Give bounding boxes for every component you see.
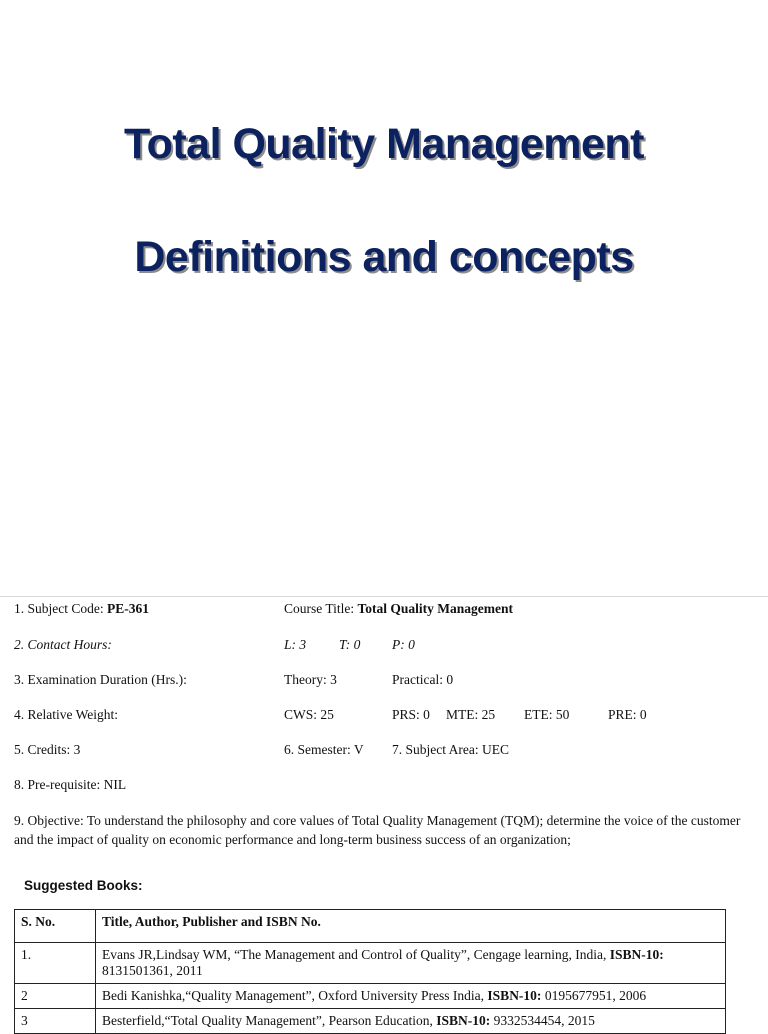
prerequisite: 8. Pre-requisite: NIL	[14, 777, 127, 792]
table-row	[15, 984, 726, 1009]
isbn-value: 9332534454, 2015	[490, 1013, 595, 1028]
subject-code-label: 1. Subject Code:	[14, 601, 107, 616]
isbn-label: ISBN-10:	[609, 947, 664, 962]
subject-area: 7. Subject Area: UEC	[392, 742, 509, 757]
suggested-books-heading: Suggested Books:	[24, 878, 143, 893]
book-entry	[96, 1009, 726, 1034]
course-title-row	[284, 601, 513, 617]
table-row	[15, 1009, 726, 1034]
semester: 6. Semester: V	[284, 742, 364, 757]
isbn-label: ISBN-10:	[487, 988, 542, 1003]
serial-number: 3	[15, 1009, 96, 1034]
page-divider	[0, 596, 768, 597]
course-title: Total Quality Management	[357, 601, 514, 616]
pre-weight: PRE: 0	[608, 707, 647, 722]
prs-weight: PRS: 0	[392, 707, 430, 722]
serial-number: 1.	[15, 943, 96, 984]
tutorial-hours: T: 0	[339, 637, 361, 652]
isbn-value: 0195677951, 2006	[541, 988, 647, 1003]
books-table	[14, 909, 726, 1034]
theory-duration: Theory: 3	[284, 672, 337, 687]
objective-paragraph: 9. Objective: To understand the philosophy and core values of Total Quality Management (TQM); determine the voice of the customer and the impact of quality on economic performance and long-term business success of an organization;	[14, 813, 741, 847]
isbn-value: 8131501361, 2011	[102, 963, 203, 978]
book-text: Evans JR,Lindsay WM, “The Management and Control of Quality”, Cengage learning, India,	[102, 947, 610, 962]
lecture-hours: L: 3	[284, 637, 307, 652]
book-entry	[96, 984, 726, 1009]
ete-weight: ETE: 50	[524, 707, 570, 722]
book-text: Bedi Kanishka,“Quality Management”, Oxford University Press India,	[102, 988, 488, 1003]
serial-number: 2	[15, 984, 96, 1009]
exam-duration-label: 3. Examination Duration (Hrs.):	[14, 672, 187, 687]
cws-weight: CWS: 25	[284, 707, 334, 722]
table-header-row	[15, 910, 726, 943]
credits: 5. Credits: 3	[14, 742, 81, 757]
contact-hours-label: 2. Contact Hours:	[14, 637, 112, 652]
table-row	[15, 943, 726, 984]
practical-duration: Practical: 0	[392, 672, 454, 687]
mte-weight: MTE: 25	[446, 707, 496, 722]
title-line-2: Definitions and concepts	[134, 233, 634, 281]
course-title-label: Course Title:	[284, 601, 358, 616]
subject-code: PE-361	[107, 601, 149, 616]
title-line-1: Total Quality Management	[124, 120, 644, 168]
column-header: Title, Author, Publisher and ISBN No.	[96, 910, 726, 943]
book-entry	[96, 943, 726, 984]
practical-hours: P: 0	[392, 637, 415, 652]
relative-weight-label: 4. Relative Weight:	[14, 707, 119, 722]
subject-code-row	[14, 601, 149, 617]
isbn-label: ISBN-10:	[436, 1013, 491, 1028]
column-header: S. No.	[15, 910, 96, 943]
book-text: Besterfield,“Total Quality Management”, Pearson Education,	[102, 1013, 437, 1028]
